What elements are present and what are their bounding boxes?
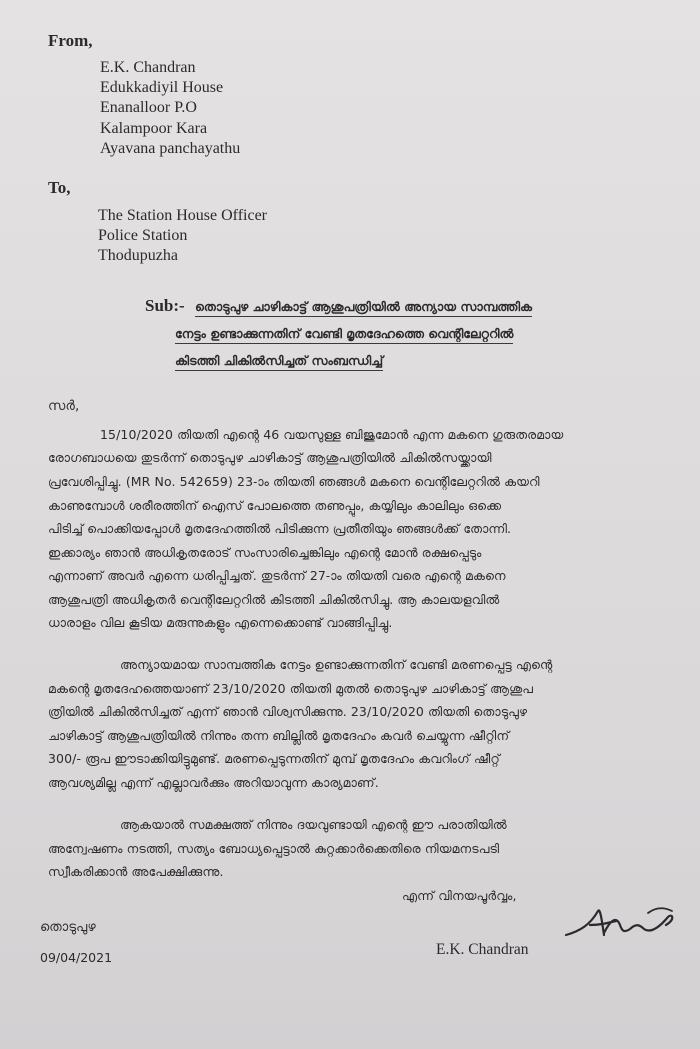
body-line-2: രോഗബാധയെ തുടർന്ന് തൊടുപുഴ ചാഴികാട്ട് ആശുപത്രിയിൽ ചികിൽസയ്ക്കായി <box>48 450 492 465</box>
place: തൊടുപുഴ <box>40 920 96 935</box>
body-line-5: പിടിച്ച് പൊക്കിയപ്പോൾ മൃതദേഹത്തിൽ പിടിക്കുന്ന പ്രതീതിയും ഞങ്ങൾക്ക് തോന്നി. <box>48 521 512 536</box>
to-line-officer: The Station House Officer <box>98 207 267 224</box>
subject-line-3: കിടത്തി ചികിൽസിച്ചത് സംബന്ധിച്ച് <box>175 353 383 371</box>
from-label: From, <box>48 31 93 50</box>
salutation: സർ, <box>48 398 80 414</box>
body-line-13: ചാഴികാട്ട് ആശുപത്രിയിൽ നിന്നും തന്ന ബില്ലിൽ മൃതദേഹം കവർ ചെയ്യുന്ന ഷീറ്റിന് <box>48 728 510 743</box>
body-line-11: മകന്റെ മൃതദേഹത്തെയാണ് 23/10/2020 തിയതി മുതൽ തൊടുപുഴ ചാഴികാട്ട് ആശുപ <box>48 681 534 696</box>
body-line-12: ത്രിയിൽ ചികിൽസിച്ചത് എന്ന് ഞാൻ വിശ്വസിക്കുന്നു. 23/10/2020 തിയതി തൊടുപുഴ <box>48 704 528 719</box>
body-line-14: 300/- രൂപ ഈടാക്കിയിട്ടുമുണ്ട്. മരണപ്പെടുന്നതിന് മുമ്പ് മൃതദേഹം കവറിംഗ് ഷീറ്റ് <box>48 751 500 766</box>
body-line-10: അന്യായമായ സാമ്പത്തിക നേട്ടം ഉണ്ടാക്കുന്നതിന് വേണ്ടി മരണപ്പെട്ട എന്റെ <box>120 657 553 672</box>
from-line-house: Edukkadiyil House <box>100 79 224 96</box>
body-line-6: ഇക്കാര്യം ഞാൻ അധികൃതരോട് സംസാരിച്ചെങ്കിലും എന്റെ മോൻ രക്ഷപ്പെടും <box>48 545 482 560</box>
signatory-name: E.K. Chandran <box>436 941 529 958</box>
subject-line-1: തൊടുപുഴ ചാഴികാട്ട് ആശുപത്രിയിൽ അന്യായ സാമ്പത്തിക <box>195 299 532 317</box>
handwritten-signature-icon <box>560 895 680 955</box>
body-line-1: 15/10/2020 തിയതി എന്റെ 46 വയസുള്ള ബിജുമോൻ എന്ന മകനെ ഗുരുതരമായ <box>100 427 564 442</box>
to-line-city: Thodupuzha <box>98 247 178 264</box>
body-line-3: പ്രവേശിപ്പിച്ചു. (MR No. 542659) 23-ാം തിയതി ഞങ്ങൾ മകനെ വെന്റിലേറ്ററിൽ കയറി <box>48 474 540 489</box>
from-line-name: E.K. Chandran <box>100 59 196 76</box>
to-label: To, <box>48 178 71 197</box>
from-line-po: Enanalloor P.O <box>100 99 197 116</box>
closing: എന്ന് വിനയപൂർവ്വം, <box>402 888 517 903</box>
body-line-8: ആശുപത്രി അധികൃതർ വെന്റിലേറ്ററിൽ കിടത്തി ചികിൽസിച്ചു. ആ കാലയളവിൽ <box>48 592 500 607</box>
from-line-kara: Kalampoor Kara <box>100 120 208 137</box>
body-line-4: കാണുമ്പോൾ ശരീരത്തിന് ഐസ് പോലത്തെ തണുപ്പും, കയ്യിലും കാലിലും ഒക്കെ <box>48 498 502 513</box>
from-line-panchayath: Ayavana panchayathu <box>100 140 241 157</box>
body-line-17: അന്വേഷണം നടത്തി, സത്യം ബോധ്യപ്പെട്ടാൽ കുറ്റക്കാർക്കെതിരെ നിയമനടപടി <box>48 841 500 856</box>
body-line-7: എന്നാണ് അവർ എന്നെ ധരിപ്പിച്ചത്. തുടർന്ന് 27-ാം തിയതി വരെ എന്റെ മകനെ <box>48 568 506 583</box>
body-line-15: ആവശ്യമില്ല എന്ന് എല്ലാവർക്കും അറിയാവുന്ന കാര്യമാണ്. <box>48 775 379 790</box>
subject-line-2: നേട്ടം ഉണ്ടാക്കുന്നതിന് വേണ്ടി മൃതദേഹത്തെ വെന്റിലേറ്ററിൽ <box>175 326 513 344</box>
date: 09/04/2021 <box>40 950 113 965</box>
body-line-9: ധാരാളം വില കൂടിയ മരുന്നുകളും എന്നെക്കൊണ്ട് വാങ്ങിപ്പിച്ചു. <box>48 615 393 630</box>
body-line-16: ആകയാൽ സമക്ഷത്ത് നിന്നും ദയവുണ്ടായി എന്റെ ഈ പരാതിയിൽ <box>120 817 507 832</box>
subject-label: Sub:- <box>145 296 185 315</box>
to-line-station: Police Station <box>98 227 188 244</box>
body-line-18: സ്വീകരിക്കാൻ അപേക്ഷിക്കുന്നു. <box>48 864 224 879</box>
